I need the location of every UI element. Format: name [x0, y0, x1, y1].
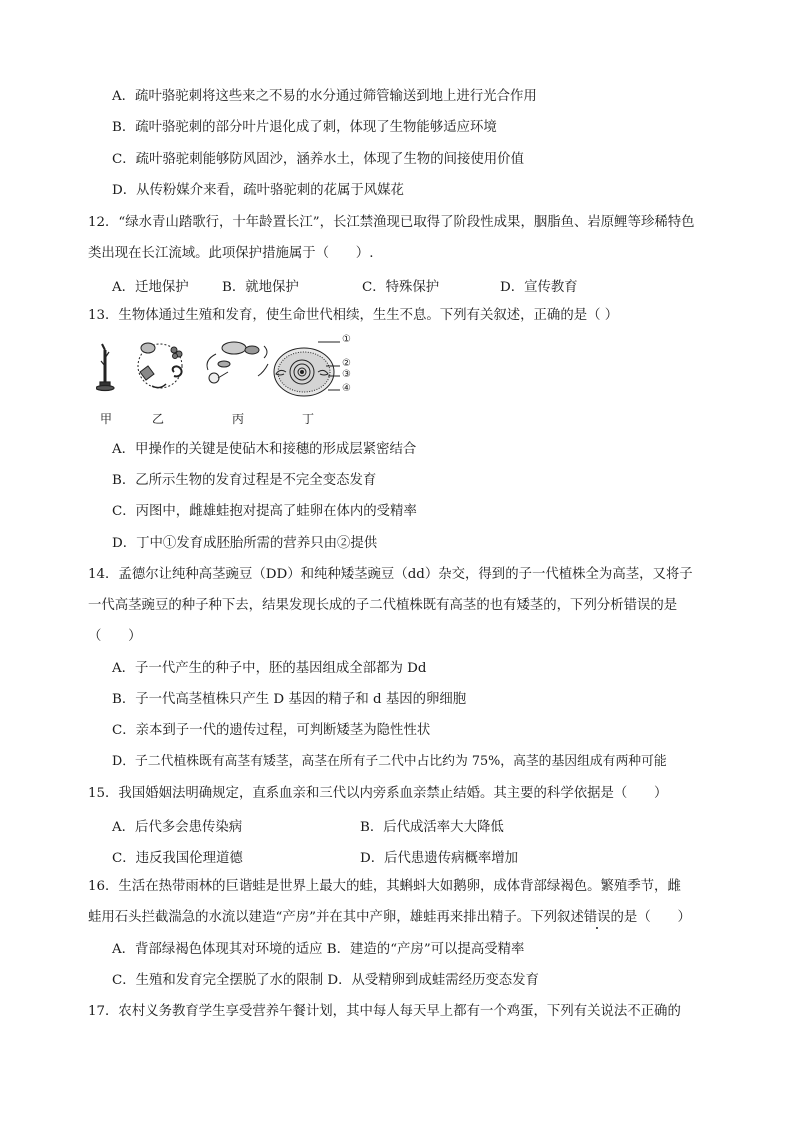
- q14-stem-line1: 14．孟德尔让纯种高茎豌豆（DD）和纯种矮茎豌豆（dd）杂交，得到的子一代植株全为高茎，又将子: [88, 567, 693, 582]
- q14-option-b: B．子一代高茎植株只产生 D 基因的精子和 d 基因的卵细胞: [112, 692, 467, 707]
- q15-option-a: A．后代多会患传染病: [112, 820, 243, 835]
- q14-stem-line3: （ ）: [88, 629, 142, 644]
- q13-option-c: C．丙图中，雌雄蛙抱对提高了蛙卵在体内的受精率: [112, 504, 417, 519]
- q11-option-c: C．疏叶骆驼刺能够防风固沙，涵养水土，体现了生物的间接使用价值: [112, 152, 524, 167]
- q16-options-row1: A．背部绿褐色体现其对环境的适应 B．建造的“产房”可以提高受精率: [112, 942, 525, 957]
- q16-stem-line1: 16．生活在热带雨林的巨谐蛙是世界上最大的蛙，其蝌蚪大如鹅卵，成体背部绿褐色。繁殖季节，雌: [88, 879, 681, 894]
- q17-stem: 17．农村义务教育学生享受营养午餐计划，其中每人每天早上都有一个鸡蛋，下列有关说法不正确的: [88, 1004, 681, 1019]
- q11-option-d: D．从传粉媒介来看，疏叶骆驼刺的花属于风媒花: [112, 183, 404, 198]
- insect-cycle-illustration: [138, 343, 182, 388]
- q13-figure: [96, 336, 364, 434]
- q16-stem-line2-end: 的是（ ）: [610, 910, 691, 925]
- figure-label-bing: 丙: [232, 412, 245, 426]
- egg-marker-3: ③: [342, 369, 351, 380]
- q12-option-c: C．特殊保护: [362, 280, 440, 295]
- q12-option-a: A．迁地保护: [112, 280, 189, 295]
- q11-option-a: A．疏叶骆驼刺将这些来之不易的水分通过筛管输送到地上进行光合作用: [112, 89, 537, 104]
- frog-cycle-illustration: [207, 342, 268, 383]
- egg-structure-illustration: [274, 342, 340, 396]
- q13-option-d: D．丁中①发育成胚胎所需的营养只由②提供: [112, 536, 378, 551]
- q15-stem: 15．我国婚姻法明确规定，直系血亲和三代以内旁系血亲禁止结婚。其主要的科学依据是（ ）: [88, 786, 668, 801]
- q15-option-d: D．后代患遗传病概率增加: [360, 851, 519, 866]
- figure-label-ding: 丁: [302, 412, 315, 426]
- q13-option-a: A．甲操作的关键是使砧木和接穗的形成层紧密结合: [112, 442, 417, 457]
- grafting-illustration: [96, 344, 114, 391]
- q12-stem-line1: 12．“绿水青山踏歌行，十年龄置长江”，长江禁渔现已取得了阶段性成果，胭脂鱼、岩原鲤等珍稀特色: [88, 215, 695, 230]
- q16-emphasis-cuowu: 错误: [583, 910, 611, 925]
- q14-stem-line2: 一代高茎豌豆的种子种下去，结果发现长成的子二代植株既有高茎的也有矮茎的，下列分析错误的是: [88, 598, 678, 613]
- q11-option-b: B．疏叶骆驼刺的部分叶片退化成了刺，体现了生物能够适应环境: [112, 120, 497, 135]
- q14-option-a: A．子一代产生的种子中，胚的基因组成全部都为 Dd: [112, 661, 427, 676]
- q14-option-c: C．亲本到子一代的遗传过程，可判断矮茎为隐性性状: [112, 723, 431, 738]
- q14-option-d: D．子二代植株既有高茎有矮茎，高茎在所有子二代中占比约为 75%，高茎的基因组成有两种可能: [112, 754, 667, 769]
- figure-label-jia: 甲: [100, 412, 113, 426]
- q16-stem-line2-start: 蛙用石头拦截湍急的水流以建造“产房”并在其中产卵，雄蛙再来排出精子。下列叙述: [88, 910, 584, 925]
- figure-label-yi: 乙: [152, 412, 165, 426]
- q16-options-row2: C．生殖和发育完全摆脱了水的限制 D．从受精卵到成蛙需经历变态发育: [112, 973, 539, 988]
- q12-stem-line2: 类出现在长江流域。此项保护措施属于（ ）.: [88, 246, 374, 261]
- q13-figure-drawing: [96, 336, 364, 434]
- q12-option-b: B．就地保护: [222, 280, 299, 295]
- egg-marker-2: ②: [342, 358, 351, 369]
- egg-marker-1: ①: [342, 334, 351, 345]
- q13-option-b: B．乙所示生物的发育过程是不完全变态发育: [112, 473, 377, 488]
- q15-option-c: C．违反我国伦理道德: [112, 851, 243, 866]
- q16-stem-line2: [88, 909, 691, 927]
- q13-stem: 13．生物体通过生殖和发育，使生命世代相续，生生不息。下列有关叙述，正确的是（ ）: [88, 308, 619, 323]
- q15-option-b: B．后代成活率大大降低: [360, 820, 504, 835]
- q12-option-d: D．宣传教育: [500, 280, 578, 295]
- egg-marker-4: ④: [342, 383, 351, 394]
